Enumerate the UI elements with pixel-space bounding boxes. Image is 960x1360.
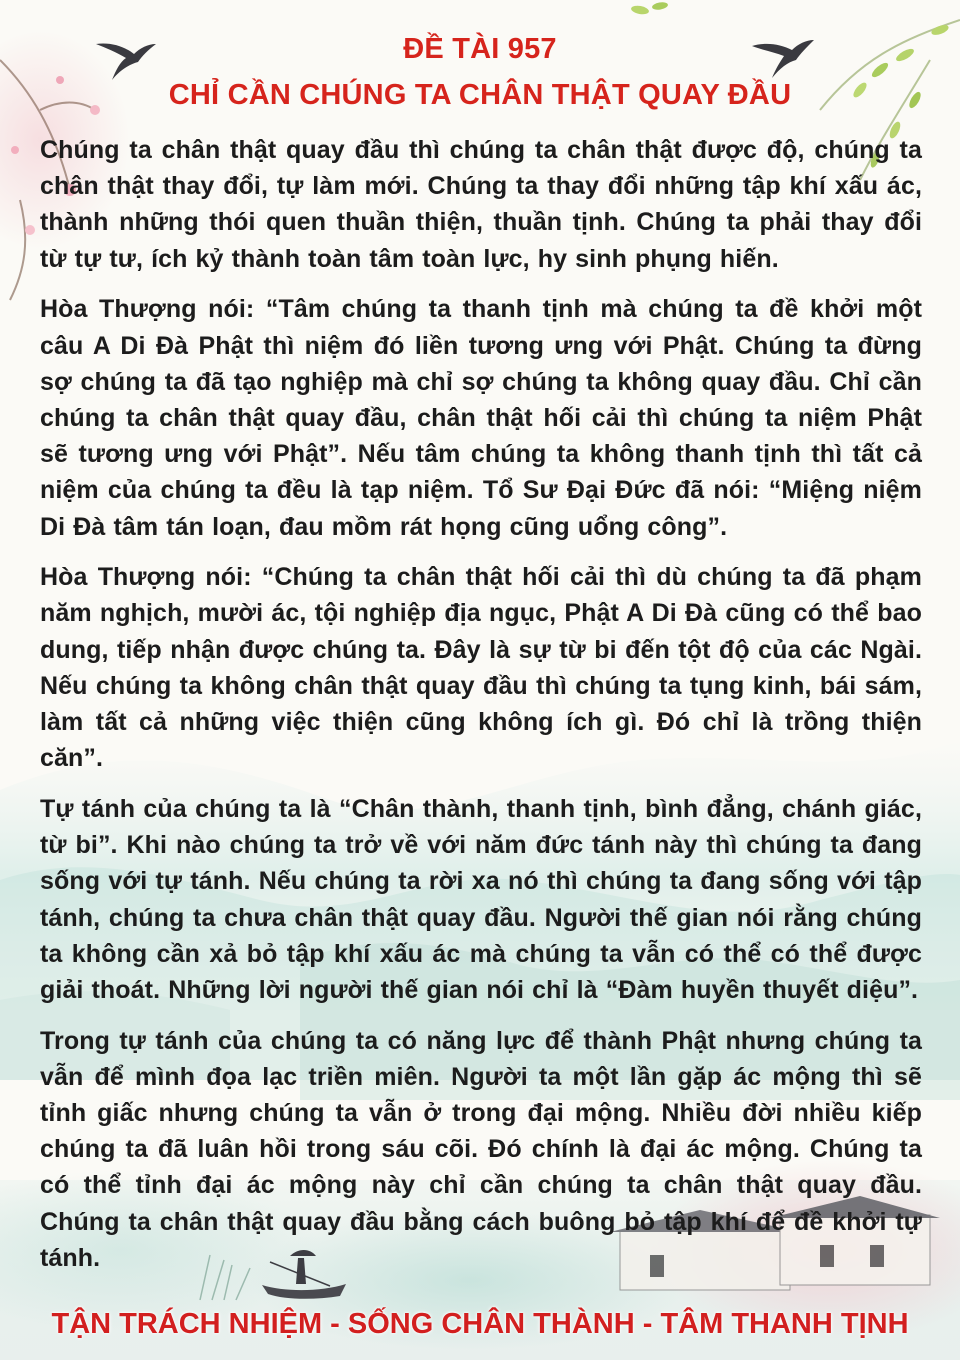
topic-number-title: ĐỀ TÀI 957 [403, 33, 557, 65]
header [0, 26, 960, 118]
paragraph-5: Trong tự tánh của chúng ta có năng lực để thành Phật nhưng chúng ta vẫn để mình đọa lạc triền miên. Người ta một lần gặp ác mộng thì sẽ tỉnh giấc nhưng chúng ta vẫn ở trong đại mộng. Nhiều đời nhiều kiếp chúng ta đã luân hồi trong sáu cõi. Đó chính là đại ác mộng. Chúng ta có thể tỉnh đại ác mộng này chỉ cần chúng ta chân thật quay đầu. Chúng ta chân thật quay đầu bằng cách buông bỏ tập khí để đề khởi tự tánh. [40, 1026, 922, 1272]
paragraph-1: Chúng ta chân thật quay đầu thì chúng ta chân thật được độ, chúng ta chân thật thay đổi, tự làm mới. Chúng ta thay đổi những tập khí xấu ác, thành những thói quen thuần thiện, thuần tịnh. Chúng ta phải thay đổi từ tự tư, ích kỷ thành toàn tâm toàn lực, hy sinh phụng hiến. [40, 136, 922, 273]
paragraph-2: Hòa Thượng nói: “Tâm chúng ta thanh tịnh mà chúng ta đề khởi một câu A Di Đà Phật thì niệm đó liền tương ưng với Phật. Chúng ta đừng sợ chúng ta đã tạo nghiệp mà chỉ sợ chúng ta không quay đầu. Chỉ cần chúng ta chân thật quay đầu, chân thật hối cải thì chúng ta niệm Phật sẽ tương ưng với Phật”. Nếu tâm chúng ta không thanh tịnh thì tất cả niệm của chúng ta đều là tạp niệm. Tổ Sư Đại Đức đã nói: “Miệng niệm Di Đà tâm tán loạn, đau mồm rát họng cũng uổng công”. [40, 295, 922, 541]
article-body [40, 132, 922, 1291]
paragraph-3: Hòa Thượng nói: “Chúng ta chân thật hối cải thì dù chúng ta đã phạm năm nghịch, mười ác, tội nghiệp địa ngục, Phật A Di Đà cũng có thể bao dung, tiếp nhận được chúng ta. Đây là sự từ bi đến tột độ của các Ngài. Nếu chúng ta không chân thật quay đầu thì chúng ta tụng kinh, bái sám, làm tất cả những việc thiện cũng không ích gì. Đó chỉ là trồng thiện căn”. [40, 563, 922, 773]
topic-subtitle: CHỈ CẦN CHÚNG TA CHÂN THẬT QUAY ĐẦU [168, 79, 792, 111]
paragraph-4: Tự tánh của chúng ta là “Chân thành, thanh tịnh, bình đẳng, chánh giác, từ bi”. Khi nào chúng ta trở về với năm đức tánh này thì chúng ta đang sống với tự tánh. Nếu chúng ta rời xa nó thì chúng ta đang sống với tập tánh, chúng ta chưa chân thật quay đầu. Người thế gian nói rằng chúng ta không cần xả bỏ tập khí xấu ác mà chúng ta vẫn có thể có thể được giải thoát. Những lời người thế gian nói chỉ là “Đàm huyền thuyết diệu”. [40, 794, 922, 1004]
footer-slogan: TẬN TRÁCH NHIỆM - SỐNG CHÂN THÀNH - TÂM THANH TỊNH [51, 1308, 909, 1340]
